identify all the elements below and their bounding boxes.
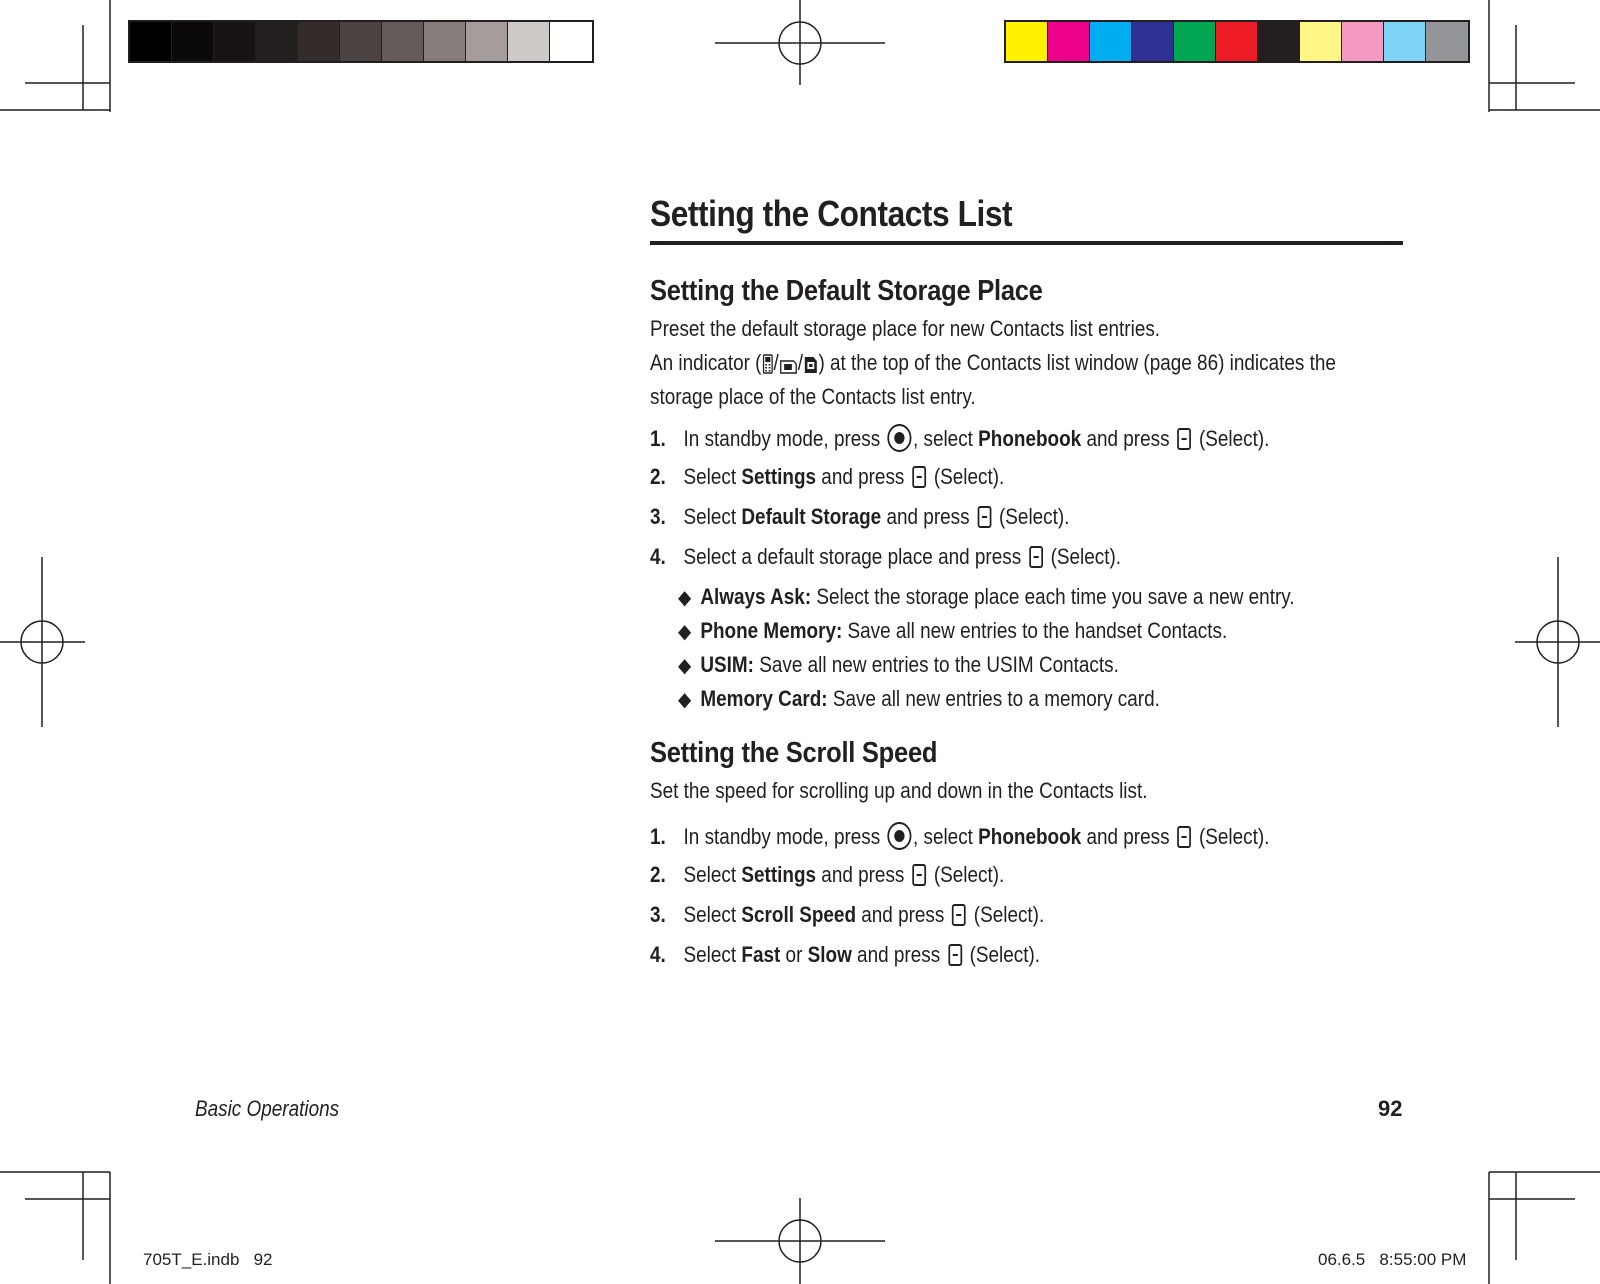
menu-term: Scroll Speed	[741, 902, 857, 927]
menu-term: Settings	[741, 862, 817, 887]
section-heading: Setting the Scroll Speed	[650, 737, 938, 769]
step-text: Select a default storage place and press	[683, 544, 1027, 569]
step-1	[650, 822, 1269, 850]
option-desc: Save all new entries to the USIM Contacts.	[753, 652, 1119, 677]
gray-swatch	[424, 22, 466, 61]
option-phone-memory	[678, 618, 1227, 644]
step-text: (Select).	[964, 942, 1041, 967]
menu-term: Default Storage	[741, 504, 882, 529]
color-swatch	[1426, 22, 1468, 61]
step-2	[650, 464, 1004, 490]
step-text: and press	[816, 464, 910, 489]
section-heading: Setting the Default Storage Place	[650, 275, 1043, 307]
step-2	[650, 862, 1004, 888]
step-text: Select	[683, 464, 742, 489]
step-3	[650, 902, 1044, 928]
step-4	[650, 942, 1040, 968]
step-3	[650, 504, 1069, 530]
step-number: 4.	[650, 942, 666, 967]
color-swatch	[1006, 22, 1048, 61]
footer-section-name: Basic Operations	[195, 1096, 340, 1121]
step-text: In standby mode, press	[683, 426, 886, 451]
step-text: Select	[683, 902, 742, 927]
step-number: 4.	[650, 544, 666, 569]
soft-key-icon	[952, 904, 966, 926]
step-text: and press	[1081, 824, 1175, 849]
step-text: or	[780, 942, 808, 967]
soft-key-icon	[912, 864, 926, 886]
option-term: Always Ask:	[700, 584, 812, 609]
menu-term: Fast	[741, 942, 781, 967]
step-text: (Select).	[1193, 426, 1270, 451]
diamond-bullet-icon: ◆	[678, 689, 692, 711]
soft-key-icon	[1177, 428, 1191, 450]
step-text: Select	[683, 504, 742, 529]
step-4	[650, 544, 1121, 570]
step-text: , select	[912, 426, 979, 451]
option-memory-card	[678, 686, 1160, 712]
gray-swatch	[508, 22, 550, 61]
step-text: and press	[816, 862, 910, 887]
section-scroll-speed	[650, 737, 1405, 770]
gray-swatch	[214, 22, 256, 61]
step-text: and press	[851, 942, 946, 967]
color-swatch	[1384, 22, 1426, 61]
menu-term: Slow	[807, 942, 852, 967]
step-text: and press	[1081, 426, 1175, 451]
gray-swatch	[550, 22, 592, 61]
option-usim	[678, 652, 1119, 678]
usim-icon	[780, 352, 797, 382]
color-swatch	[1300, 22, 1342, 61]
diamond-bullet-icon: ◆	[678, 621, 692, 643]
section-default-storage	[650, 275, 1405, 308]
option-term: Memory Card:	[700, 686, 828, 711]
step-number: 1.	[650, 824, 666, 849]
step-text: (Select).	[1045, 544, 1122, 569]
option-term: Phone Memory:	[700, 618, 843, 643]
step-text: (Select).	[928, 464, 1005, 489]
diamond-bullet-icon: ◆	[678, 655, 692, 677]
indicator-separator: /	[797, 350, 803, 375]
step-text: In standby mode, press	[683, 824, 886, 849]
grayscale-bar	[128, 20, 594, 63]
step-number: 1.	[650, 426, 666, 451]
slug-file-info: 705T_E.indb 92	[143, 1250, 273, 1269]
step-text: and press	[856, 902, 950, 927]
soft-key-icon	[912, 466, 926, 488]
color-swatch	[1090, 22, 1132, 61]
phone-memory-icon	[762, 352, 772, 382]
option-desc: Save all new entries to a memory card.	[827, 686, 1160, 711]
page-number: 92	[1378, 1096, 1403, 1121]
color-swatch	[1132, 22, 1174, 61]
color-swatch	[1342, 22, 1384, 61]
soft-key-icon	[948, 944, 962, 966]
indicator-separator: /	[773, 350, 779, 375]
step-number: 3.	[650, 902, 666, 927]
center-key-icon	[887, 424, 911, 452]
step-number: 2.	[650, 862, 666, 887]
gray-swatch	[256, 22, 298, 61]
step-text: Select	[683, 862, 742, 887]
memory-card-icon	[804, 352, 818, 382]
gray-swatch	[466, 22, 508, 61]
color-swatch	[1216, 22, 1258, 61]
step-text: and press	[881, 504, 975, 529]
gray-swatch	[130, 22, 172, 61]
color-bar	[1004, 20, 1470, 63]
option-desc: Select the storage place each time you save a new entry.	[811, 584, 1295, 609]
option-term: USIM:	[700, 652, 754, 677]
step-text: (Select).	[1193, 824, 1270, 849]
gray-swatch	[340, 22, 382, 61]
step-1	[650, 424, 1269, 452]
soft-key-icon	[1177, 826, 1191, 848]
step-number: 3.	[650, 504, 666, 529]
indicator-text-pre: An indicator (	[650, 350, 762, 375]
center-key-icon	[887, 822, 911, 850]
section-intro: Set the speed for scrolling up and down in the Contacts list.	[650, 778, 1148, 803]
menu-term: Settings	[741, 464, 817, 489]
step-text: , select	[912, 824, 979, 849]
step-text: (Select).	[993, 504, 1070, 529]
soft-key-icon	[977, 506, 991, 528]
slug-timestamp: 06.6.5 8:55:00 PM	[1318, 1250, 1467, 1269]
gray-swatch	[172, 22, 214, 61]
step-number: 2.	[650, 464, 666, 489]
indicator-text-post: ) at the top of the Contacts list window (page 86) indicates the storage place of the Contacts list entry.	[650, 350, 1336, 409]
gray-swatch	[298, 22, 340, 61]
color-swatch	[1258, 22, 1300, 61]
color-swatch	[1174, 22, 1216, 61]
page-title: Setting the Contacts List	[650, 193, 1013, 234]
step-text: (Select).	[968, 902, 1045, 927]
option-desc: Save all new entries to the handset Contacts.	[842, 618, 1228, 643]
title-rule	[650, 241, 1403, 245]
color-swatch	[1048, 22, 1090, 61]
menu-term: Phonebook	[978, 824, 1082, 849]
section-intro: Preset the default storage place for new Contacts list entries.	[650, 316, 1161, 341]
diamond-bullet-icon: ◆	[678, 587, 692, 609]
step-text: Select	[683, 942, 742, 967]
menu-term: Phonebook	[978, 426, 1082, 451]
gray-swatch	[382, 22, 424, 61]
indicator-paragraph	[650, 348, 1404, 412]
option-always-ask	[678, 584, 1295, 610]
soft-key-icon	[1029, 546, 1043, 568]
step-text: (Select).	[928, 862, 1005, 887]
